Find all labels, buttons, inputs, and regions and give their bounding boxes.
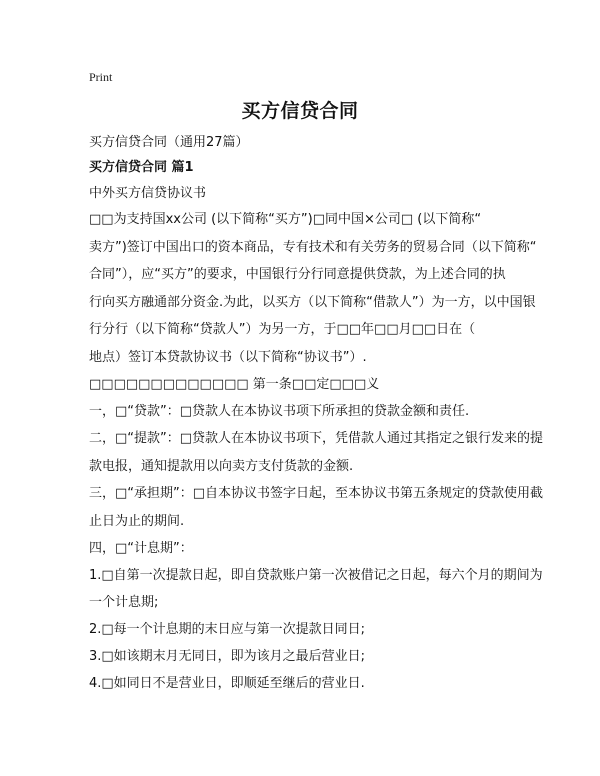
body-line: 2.□每一个计息期的末日应与第一次提款日同日; [89,622,366,637]
body-line: 3.□如该期末月无同日，即为该月之最后营业日; [89,649,366,664]
body-line: 一，□“贷款”：□贷款人在本协议书项下所承担的贷款金额和责任. [89,404,470,419]
body-line: 二，□“提款”：□贷款人在本协议书项下，凭借款人通过其指定之银行发来的提 [89,431,544,446]
body-line: 合同”），应“买方”的要求，中国银行分行同意提供贷款，为上述合同的执 [89,267,506,282]
body-line: 三，□“承担期”：□自本协议书签字日起，至本协议书第五条规定的贷款使用截 [89,486,544,501]
body-line: 止日为止的期间. [89,514,185,529]
body-line: 行向买方融通部分资金.为此，以买方（以下简称“借款人”）为一方，以中国银 [89,295,536,310]
document-subtitle: 买方信贷合同（通用27篇） [89,135,249,150]
body-line: □□为支持国xx公司 (以下简称“买方”)□同中国×公司□ (以下简称“ [89,212,482,227]
body-line: 地点）签订本贷款协议书（以下简称“协议书”）. [89,350,367,365]
print-label: Print [89,70,113,84]
body-line: 四，□“计息期”： [89,541,193,556]
body-line: 款电报，通知提款用以向卖方支付货款的金额. [89,459,354,474]
document-title: 买方信贷合同 [241,100,359,122]
body-line: 1.□自第一次提款日起，即自贷款账户第一次被借记之日起，每六个月的期间为 [89,568,543,583]
body-line: 行分行（以下简称“贷款人”）为另一方，于□□年□□月□□日在（ [89,322,476,337]
body-line: 卖方”)签订中国出口的资本商品，专有技术和有关劳务的贸易合同（以下简称“ [89,240,537,255]
section-heading: 买方信贷合同 篇1 [89,160,194,175]
agreement-name: 中外买方信贷协议书 [89,186,207,201]
body-line: 一个计息期; [89,595,159,610]
article-heading: □□□□□□□□□□□□□ 第一条□□定□□□义 [89,377,380,392]
body-line: 4.□如同日不是营业日，即顺延至继后的营业日. [89,676,365,691]
